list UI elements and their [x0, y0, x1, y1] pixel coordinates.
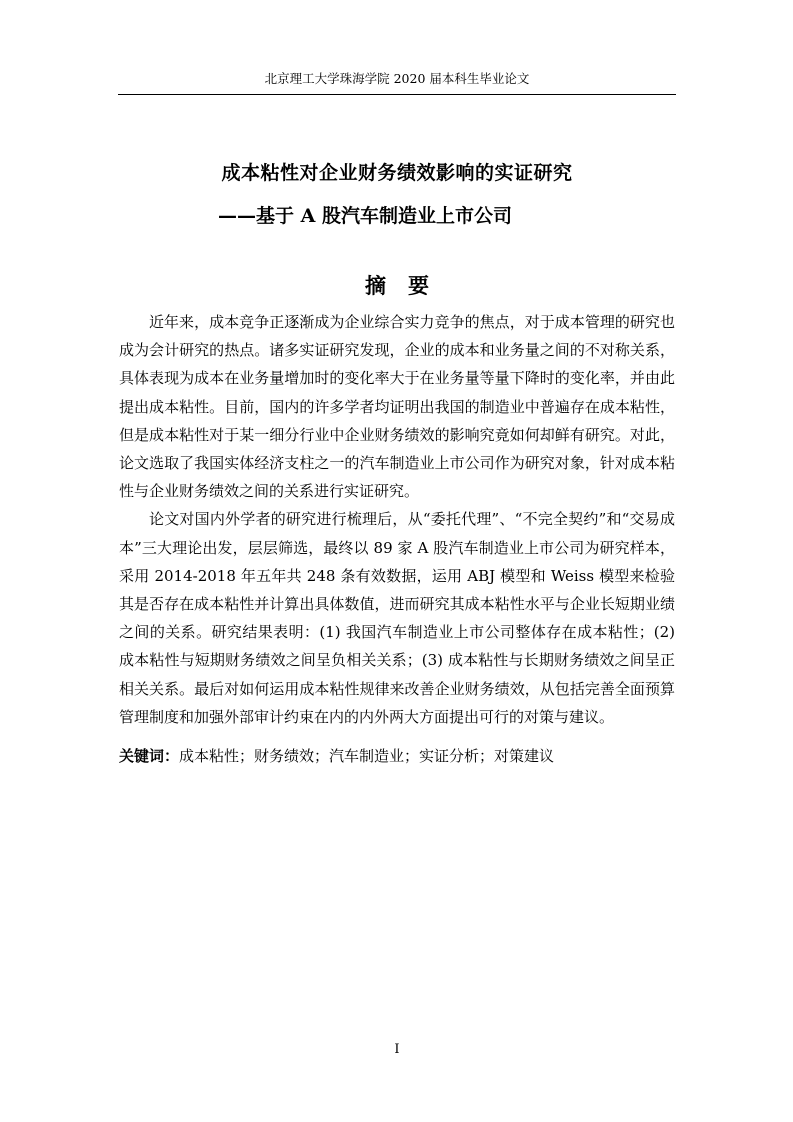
keywords-line	[119, 742, 675, 770]
abstract-paragraph-1: 近年来，成本竞争正逐渐成为企业综合实力竞争的焦点，对于成本管理的研究也成为会计研究的热点。诸多实证研究发现，企业的成本和业务量之间的不对称关系，具体表现为成本在业务量增加时的变化率大于在业务量等量下降时的变化率，并由此提出成本粘性。目前，国内的许多学者均证明出我国的制造业中普遍存在成本粘性，但是成本粘性对于某一细分行业中企业财务绩效的影响究竟如何却鲜有研究。对此，论文选取了我国实体经济支柱之一的汽车制造业上市公司作为研究对象，针对成本粘性与企业财务绩效之间的关系进行实证研究。	[119, 313, 675, 501]
thesis-title: 成本粘性对企业财务绩效影响的实证研究	[221, 162, 573, 184]
page-number: I	[394, 1042, 400, 1057]
keywords-list: 成本粘性；财务绩效；汽车制造业；实证分析；对策建议	[179, 747, 555, 765]
keywords-label: 关键词：	[119, 747, 180, 765]
running-header: 北京理工大学珠海学院 2020 届本科生毕业论文	[118, 64, 676, 95]
abstract-heading: 摘要	[365, 273, 451, 298]
abstract-paragraph-2: 论文对国内外学者的研究进行梳理后，从“委托代理”、“不完全契约”和“交易成本”三大理论出发，层层筛选，最终以 89 家 A 股汽车制造业上市公司为研究样本，采用 2014-2018 年五年共 248 条有效数据，运用 ABJ 模型和 Weiss 模型来检验其是否存在成本粘性并计算出具体数值，进而研究其成本粘性水平与企业长短期业绩之间的关系。研究结果表明：(1) 我国汽车制造业上市公司整体存在成本粘性；(2) 成本粘性与短期财务绩效之间呈负相关关系；(3) 成本粘性与长期财务绩效之间呈正相关关系。最后对如何运用成本粘性规律来改善企业财务绩效，从包括完善全面预算管理制度和加强外部审计约束在内的内外两大方面提出可行的对策与建议。	[119, 510, 675, 726]
thesis-subtitle: ——基于 A 股汽车制造业上市公司	[218, 205, 512, 227]
abstract-body	[119, 308, 675, 731]
